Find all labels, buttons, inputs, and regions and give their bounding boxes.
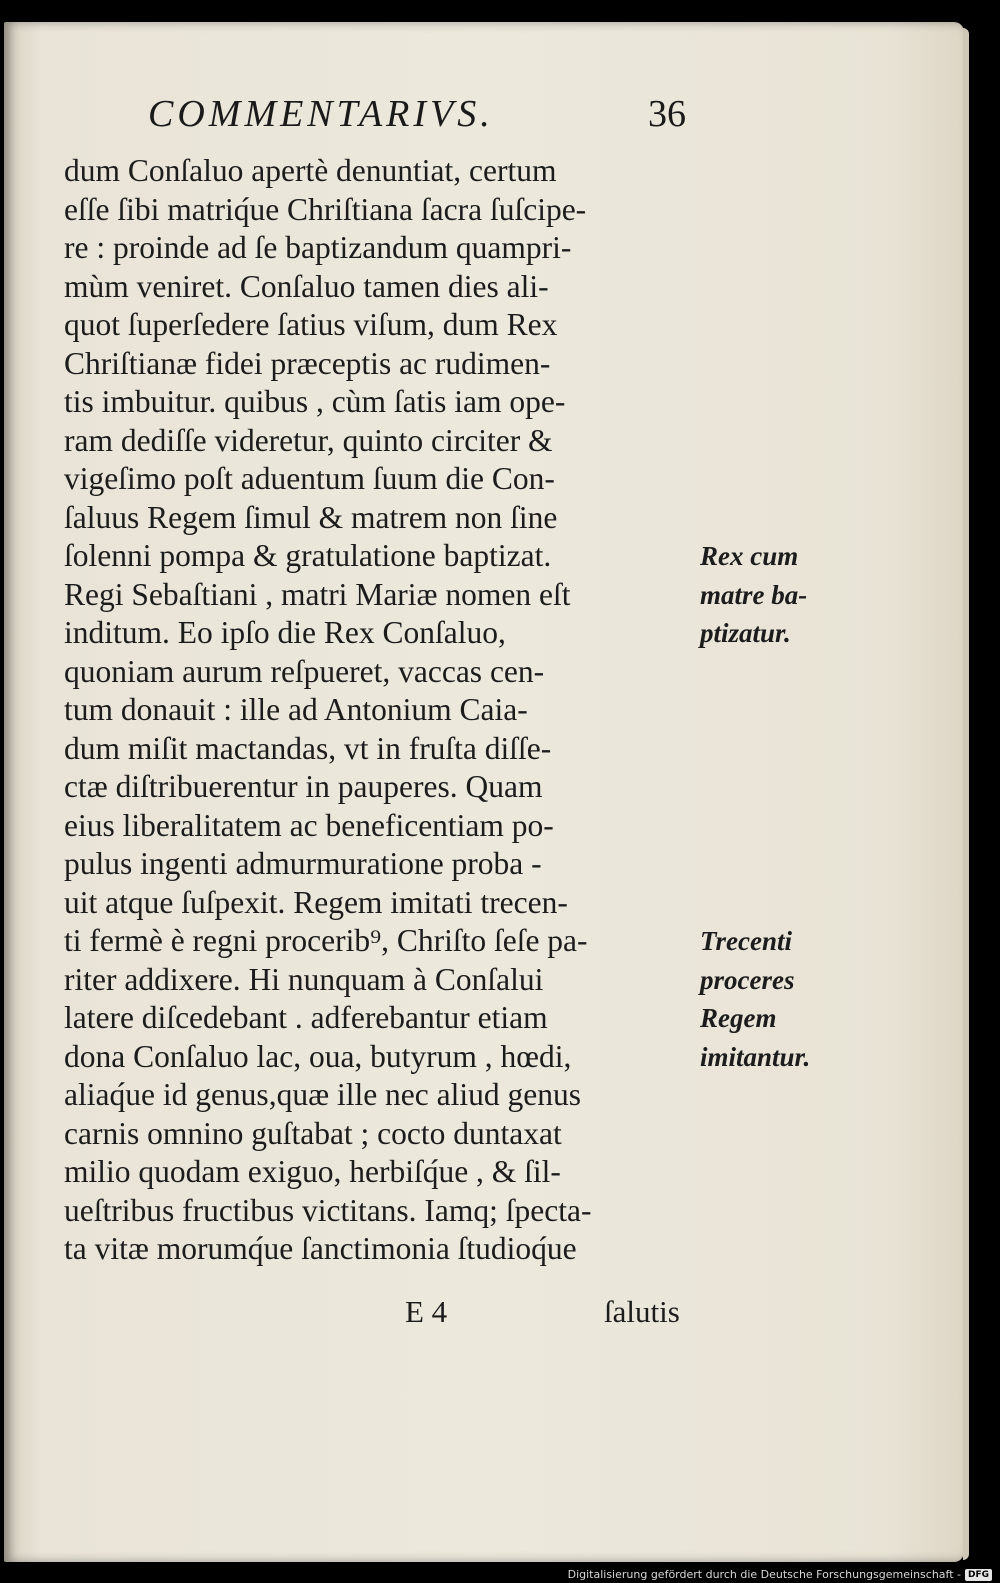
running-title: COMMENTARIVS. xyxy=(148,93,494,135)
text-line: dum miſit mactandas, vt in fruſta diſſe- xyxy=(64,730,552,766)
text-line: carnis omnino guſtabat ; cocto duntaxat xyxy=(64,1115,562,1151)
text-line: eſſe ſibi matriq́ue Chriſtiana ſacra ſuſcipe- xyxy=(64,191,587,227)
text-line: quoniam aurum reſpueret, vaccas cen- xyxy=(64,653,545,689)
text-line: aliaq́ue id genus,quæ ille nec aliud genus xyxy=(64,1077,581,1112)
text-line: inditum. Eo ipſo die Rex Conſaluo, xyxy=(64,615,506,650)
marginal-note-line: ptizatur. xyxy=(700,618,791,648)
marginal-note-line: matre ba- xyxy=(700,579,808,610)
text-line: ta vitæ morumq́ue ſanctimonia ſtudioq́ue xyxy=(64,1231,577,1266)
catchword: ſalutis xyxy=(604,1294,680,1329)
credit-text: Digitalisierung gefördert durch die Deutsche Forschungsgemeinschaft - xyxy=(567,1568,961,1581)
text-line: latere diſcedebant . adferebantur etiam xyxy=(64,1000,548,1035)
dfg-logo: DFG xyxy=(965,1569,992,1581)
text-line: ſolenni pompa & gratulatione baptizat. xyxy=(64,538,552,573)
text-line: riter addixere. Hi nunquam à Conſalui xyxy=(64,961,544,997)
text-line: dum Conſaluo apertè denuntiat, certum xyxy=(64,153,557,188)
text-line: vigeſimo poſt aduentum ſuum die Con- xyxy=(64,461,555,496)
marginal-note-line: imitantur. xyxy=(700,1041,811,1072)
text-line: re : proinde ad ſe baptizandum quampri- xyxy=(64,230,572,265)
text-line: uit atque ſuſpexit. Regem imitati trecen- xyxy=(64,884,568,920)
page-footer xyxy=(0,1294,1000,1334)
text-line: mùm veniret. Conſaluo tamen dies ali- xyxy=(64,268,549,304)
text-line: eius liberalitatem ac beneficentiam po- xyxy=(64,807,554,843)
marginal-note-line: proceres xyxy=(700,964,795,995)
text-line: pulus ingenti admurmuratione proba - xyxy=(64,846,542,881)
marginal-note-line: Rex cum xyxy=(700,541,799,571)
page-number: 36 xyxy=(648,93,686,135)
text-line: ram dediſſe videretur, quinto circiter & xyxy=(64,422,553,458)
body-text xyxy=(64,152,704,1269)
text-line: dona Conſaluo lac, oua, butyrum , hœdi, xyxy=(64,1038,572,1074)
signature-mark: E 4 xyxy=(405,1294,448,1329)
text-line: ti fermè è regni procerib⁹, Chriſto ſeſe pa- xyxy=(64,923,588,958)
marginal-note-line: Trecenti xyxy=(700,926,792,956)
text-line: ctæ diſtribuerentur in pauperes. Quam xyxy=(64,769,543,804)
text-line: tum donauit : ille ad Antonium Caia- xyxy=(64,692,528,727)
text-line: quot ſuperſedere ſatius viſum, dum Rex xyxy=(64,307,558,342)
marginal-note-nobles xyxy=(700,922,810,1076)
text-line: tis imbuitur. quibus , cùm ſatis iam ope- xyxy=(64,384,566,419)
text-line: ueſtribus fructibus victitans. Iamq; ſpecta- xyxy=(64,1192,592,1228)
text-line: ſaluus Regem ſimul & matrem non ſine xyxy=(64,499,558,535)
marginal-note-line: Regem xyxy=(700,1003,777,1033)
digitization-credit xyxy=(568,1568,992,1581)
text-line: milio quodam exiguo, herbiſq́ue , & ſil- xyxy=(64,1154,561,1189)
text-line: Chriſtianæ fidei præceptis ac rudimen- xyxy=(64,345,551,381)
marginal-note-baptism xyxy=(700,537,807,653)
text-line: Regi Sebaſtiani , matri Mariæ nomen eſt xyxy=(64,576,571,612)
